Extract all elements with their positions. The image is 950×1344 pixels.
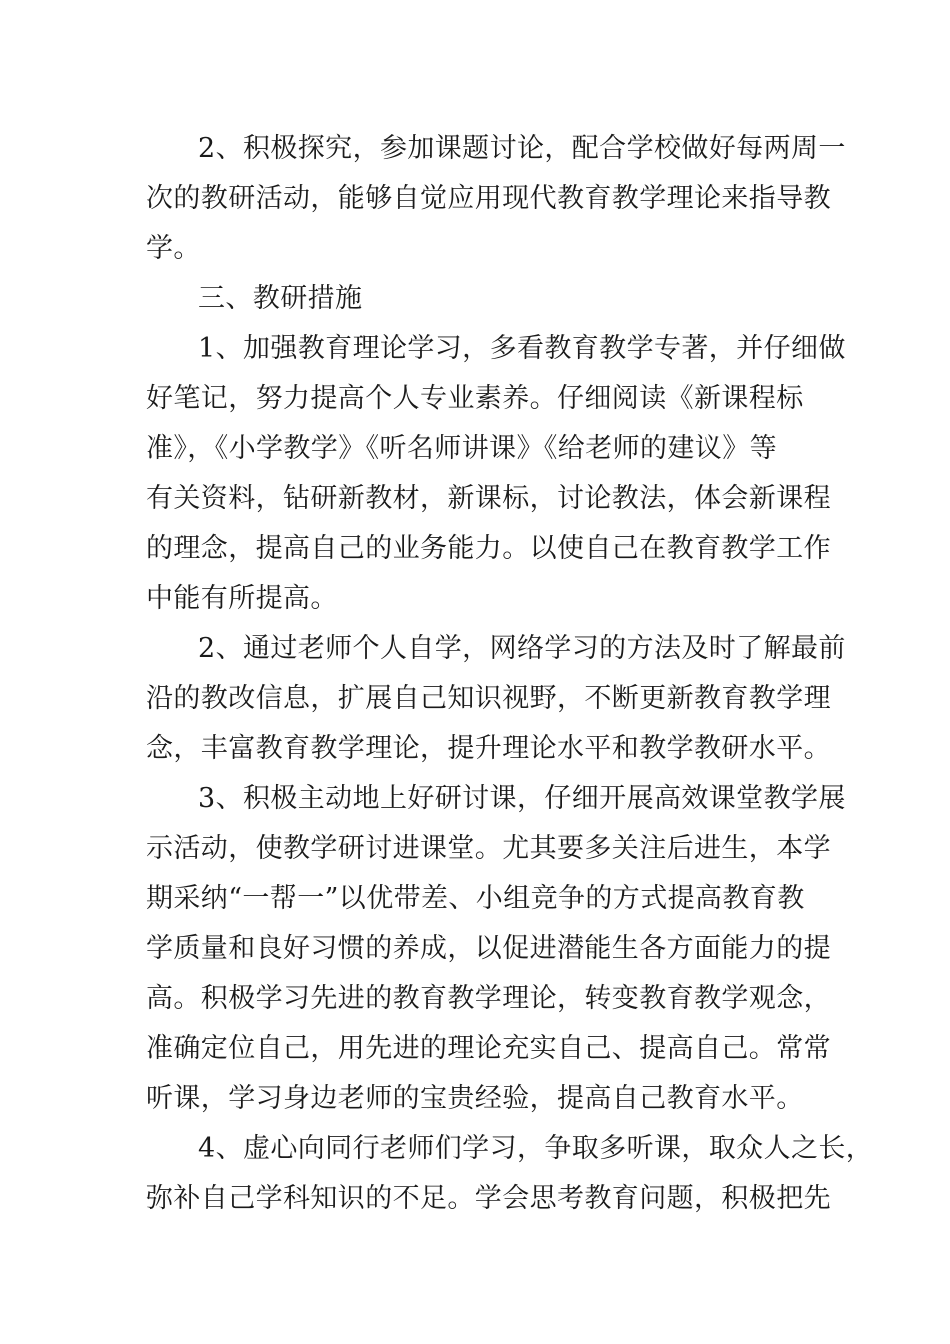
- measure-3-line-4: 学质量和良好习惯的养成，以促进潜能生各方面能力的提: [146, 933, 831, 964]
- measure-3-line-7: 听课，学习身边老师的宝贵经验，提高自己教育水平。: [146, 1083, 804, 1114]
- paragraph-2-line-2: 次的教研活动，能够自觉应用现代教育教学理论来指导教: [146, 183, 831, 214]
- measure-2-line-1: 2、通过老师个人自学，网络学习的方法及时了解最前: [198, 633, 846, 664]
- paragraph-2-line-1: 2、积极探究，参加课题讨论，配合学校做好每两周一: [198, 133, 846, 164]
- paragraph-2-line-3: 学。: [146, 233, 201, 264]
- measure-1-line-2: 好笔记，努力提高个人专业素养。仔细阅读《新课程标: [146, 383, 804, 414]
- measure-4-line-1: 4、虚心向同行老师们学习，争取多听课，取众人之长，: [198, 1133, 874, 1164]
- measure-1-line-4: 有关资料，钻研新教材，新课标，讨论教法，体会新课程: [146, 483, 831, 514]
- measure-3-line-6: 准确定位自己，用先进的理论充实自己、提高自己。常常: [146, 1033, 831, 1064]
- measure-1-line-6: 中能有所提高。: [146, 583, 338, 614]
- section-heading: 三、教研措施: [198, 283, 363, 314]
- measure-3-line-3: 期采纳“一帮一”以优带差、小组竞争的方式提高教育教: [146, 883, 805, 914]
- measure-3-line-2: 示活动，使教学研讨进课堂。尤其要多关注后进生，本学: [146, 833, 831, 864]
- measure-3-line-1: 3、积极主动地上好研讨课，仔细开展高效课堂教学展: [198, 783, 846, 814]
- measure-2-line-2: 沿的教改信息，扩展自己知识视野，不断更新教育教学理: [146, 683, 831, 714]
- measure-1-line-5: 的理念，提高自己的业务能力。以使自己在教育教学工作: [146, 533, 831, 564]
- measure-4-line-2: 弥补自己学科知识的不足。学会思考教育问题，积极把先: [146, 1183, 831, 1214]
- measure-1-line-3: 准》，《小学教学》《听名师讲课》《给老师的建议》等: [146, 433, 777, 464]
- measure-2-line-3: 念，丰富教育教学理论，提升理论水平和教学教研水平。: [146, 733, 831, 764]
- measure-3-line-5: 高。积极学习先进的教育教学理论，转变教育教学观念，: [146, 983, 831, 1014]
- measure-1-line-1: 1、加强教育理论学习，多看教育教学专著，并仔细做: [198, 333, 846, 364]
